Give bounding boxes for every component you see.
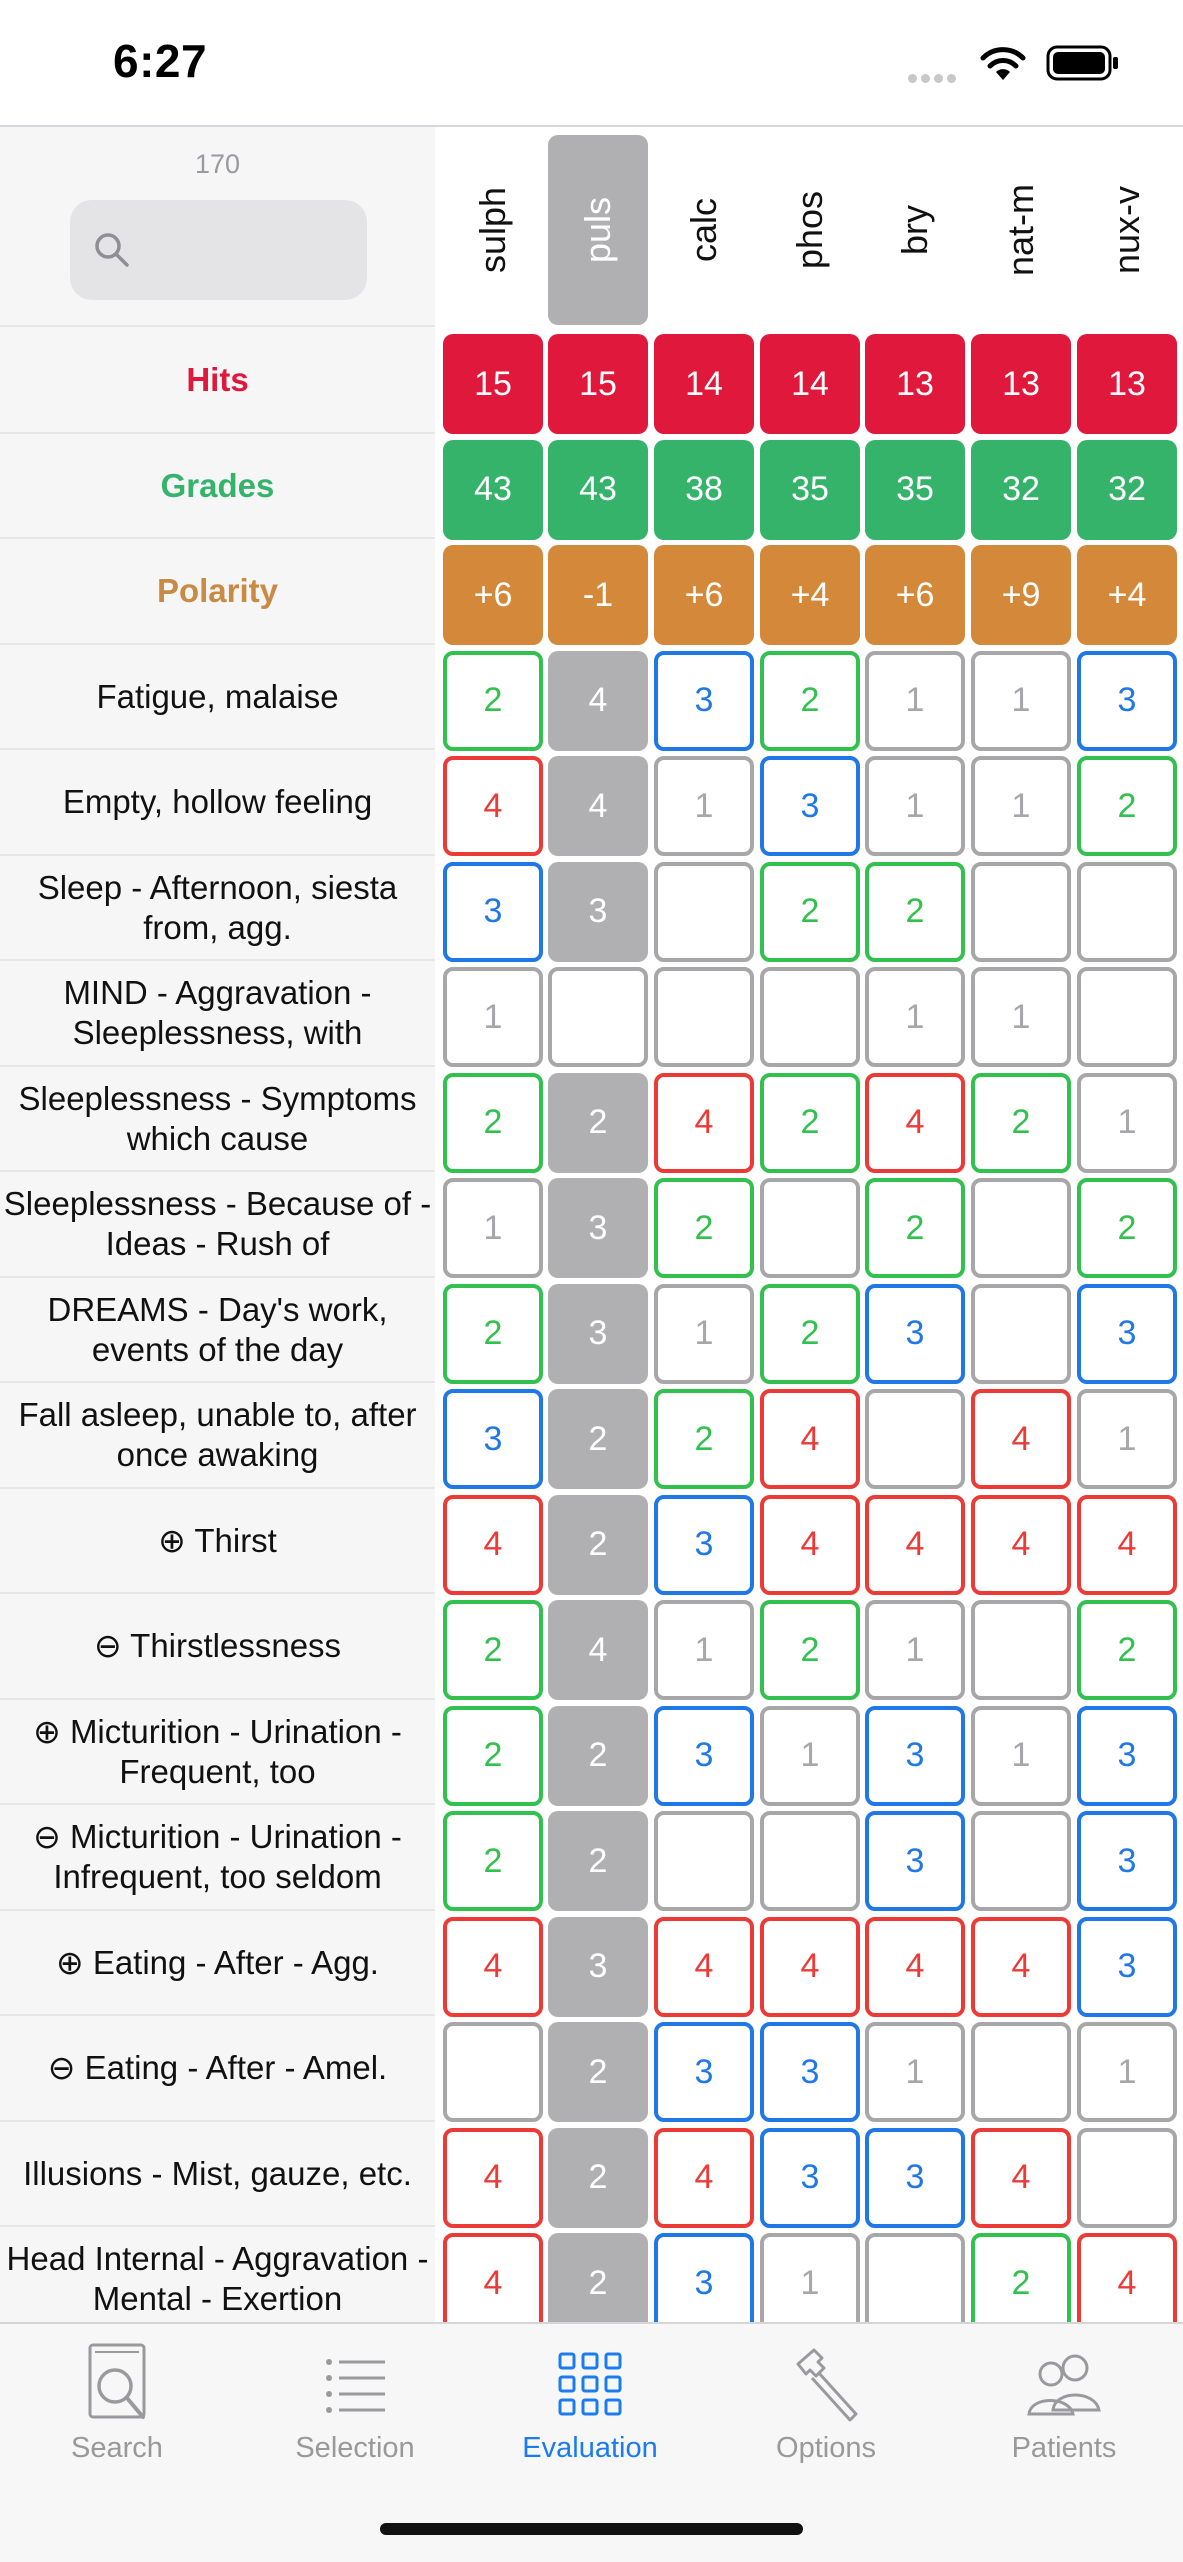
grade-cell[interactable]: 3 xyxy=(654,651,754,751)
summary-cell-hits: 15 xyxy=(443,334,543,434)
grade-cell[interactable]: 2 xyxy=(548,1811,648,1911)
grade-cell[interactable]: 4 xyxy=(1077,2233,1177,2322)
summary-cell-grades: 43 xyxy=(548,440,648,540)
search-icon xyxy=(92,230,132,270)
search-field[interactable] xyxy=(70,200,367,300)
column-header-label: bry xyxy=(893,204,935,256)
grade-cell[interactable]: 1 xyxy=(971,756,1071,856)
summary-cell-polarity: +6 xyxy=(654,545,754,645)
evaluation-grid[interactable] xyxy=(0,127,1183,2322)
grade-cell[interactable] xyxy=(971,1284,1071,1384)
summary-cell-polarity: +9 xyxy=(971,545,1071,645)
home-indicator xyxy=(380,2523,803,2535)
grade-cell[interactable]: 2 xyxy=(443,1706,543,1806)
grade-cell[interactable] xyxy=(654,1811,754,1911)
grade-cell[interactable] xyxy=(865,1389,965,1489)
grade-cell[interactable]: 3 xyxy=(760,756,860,856)
grade-cell[interactable]: 3 xyxy=(443,862,543,962)
grade-cell[interactable]: 4 xyxy=(1077,1495,1177,1595)
row-label[interactable]: ⊖ Thirstlessness xyxy=(2,1595,433,1698)
grade-cell[interactable]: 3 xyxy=(1077,1811,1177,1911)
row-label[interactable]: ⊖ Eating - After - Amel. xyxy=(2,2017,433,2120)
row-label[interactable]: Empty, hollow feeling xyxy=(2,751,433,854)
grade-cell[interactable]: 3 xyxy=(443,1389,543,1489)
summary-cell-hits: 13 xyxy=(1077,334,1177,434)
grade-cell[interactable]: 1 xyxy=(865,651,965,751)
grade-cell[interactable] xyxy=(971,2022,1071,2122)
summary-cell-hits: 13 xyxy=(865,334,965,434)
status-time: 6:27 xyxy=(113,35,208,87)
grade-cell[interactable]: 4 xyxy=(971,2128,1071,2228)
grade-cell[interactable] xyxy=(443,2022,543,2122)
grade-cell[interactable]: 2 xyxy=(443,651,543,751)
grade-cell[interactable]: 2 xyxy=(760,1600,860,1700)
grade-cell[interactable]: 2 xyxy=(654,1389,754,1489)
grade-cell[interactable] xyxy=(971,1811,1071,1911)
grade-cell[interactable]: 3 xyxy=(654,2022,754,2122)
grade-cell[interactable]: 4 xyxy=(654,1073,754,1173)
grade-cell[interactable]: 3 xyxy=(1077,1706,1177,1806)
grade-cell[interactable] xyxy=(971,1600,1071,1700)
grade-cell[interactable]: 3 xyxy=(1077,1917,1177,2017)
people-icon xyxy=(1019,2342,1109,2424)
grade-cell[interactable]: 3 xyxy=(654,1495,754,1595)
column-header-label: nux-v xyxy=(1106,185,1147,275)
row-divider xyxy=(0,1381,435,1383)
row-label[interactable]: Polarity xyxy=(2,540,433,643)
column-header-label: phos xyxy=(788,190,830,270)
grade-cell[interactable]: 3 xyxy=(865,1284,965,1384)
grade-cell[interactable]: 3 xyxy=(548,862,648,962)
grade-cell[interactable]: 4 xyxy=(971,1495,1071,1595)
row-divider xyxy=(0,854,435,856)
tab-patients[interactable] xyxy=(964,2342,1164,2492)
grade-cell[interactable]: 4 xyxy=(971,1917,1071,2017)
column-header-calc[interactable] xyxy=(654,135,754,325)
row-divider xyxy=(0,432,435,434)
search-icon xyxy=(79,2342,155,2424)
row-label-column xyxy=(0,127,435,2322)
signal-dots-icon xyxy=(908,70,960,88)
grade-cell[interactable]: 2 xyxy=(971,1073,1071,1173)
row-divider xyxy=(0,959,435,961)
row-label[interactable]: Head Internal - Aggravation - Mental - Exertion xyxy=(2,2228,433,2322)
grade-cell[interactable] xyxy=(760,1811,860,1911)
grade-cell[interactable]: 1 xyxy=(654,756,754,856)
summary-cell-polarity: +4 xyxy=(760,545,860,645)
grade-cell[interactable]: 3 xyxy=(548,1178,648,1278)
row-divider xyxy=(0,1803,435,1805)
grade-cell[interactable]: 1 xyxy=(865,967,965,1067)
grade-cell[interactable]: 4 xyxy=(760,1389,860,1489)
grade-cell[interactable]: 3 xyxy=(1077,1284,1177,1384)
grade-cell[interactable]: 4 xyxy=(443,756,543,856)
grade-cell[interactable]: 1 xyxy=(1077,1073,1177,1173)
grade-cell[interactable]: 1 xyxy=(971,1706,1071,1806)
column-header-nux-v[interactable] xyxy=(1077,135,1177,325)
column-header-label: nat-m xyxy=(1000,183,1041,277)
grade-cell[interactable]: 2 xyxy=(548,2128,648,2228)
grade-cell[interactable] xyxy=(548,967,648,1067)
summary-cell-polarity: +6 xyxy=(443,545,543,645)
grade-cell[interactable] xyxy=(971,1178,1071,1278)
summary-cell-grades: 38 xyxy=(654,440,754,540)
grade-cell[interactable]: 1 xyxy=(1077,1389,1177,1489)
grade-cell[interactable]: 2 xyxy=(548,1073,648,1173)
grade-cell[interactable]: 2 xyxy=(548,1389,648,1489)
grade-cell[interactable]: 3 xyxy=(654,2233,754,2322)
summary-cell-grades: 32 xyxy=(971,440,1071,540)
summary-cell-hits: 14 xyxy=(654,334,754,434)
result-count: 170 xyxy=(194,149,241,179)
hammer-icon xyxy=(788,2342,864,2424)
row-divider xyxy=(0,1698,435,1700)
grade-cell[interactable]: 4 xyxy=(443,2233,543,2322)
battery-icon xyxy=(1046,45,1120,81)
row-label[interactable]: DREAMS - Day's work, events of the day xyxy=(2,1279,433,1382)
row-divider xyxy=(0,2120,435,2122)
row-divider xyxy=(0,748,435,750)
tab-label: Patients xyxy=(1011,2432,1117,2464)
grade-cell[interactable]: 1 xyxy=(1077,2022,1177,2122)
list-icon xyxy=(317,2342,393,2424)
column-header-sulph[interactable] xyxy=(443,135,543,325)
grade-cell[interactable]: 1 xyxy=(443,967,543,1067)
grade-cell[interactable]: 3 xyxy=(865,1811,965,1911)
grade-cell[interactable] xyxy=(1077,2128,1177,2228)
summary-cell-grades: 32 xyxy=(1077,440,1177,540)
wifi-icon xyxy=(978,44,1028,82)
grade-cell[interactable]: 2 xyxy=(865,1178,965,1278)
grade-cell[interactable]: 1 xyxy=(971,651,1071,751)
row-divider xyxy=(0,1487,435,1489)
grade-cell[interactable]: 3 xyxy=(548,1917,648,2017)
grade-cell[interactable]: 1 xyxy=(654,1600,754,1700)
row-label[interactable]: ⊕ Micturition - Urination - Frequent, too xyxy=(2,1701,433,1804)
row-label[interactable]: Grades xyxy=(2,435,433,538)
grade-cell[interactable] xyxy=(1077,967,1177,1067)
tab-evaluation[interactable] xyxy=(490,2342,690,2492)
grade-cell[interactable]: 2 xyxy=(443,1284,543,1384)
row-label[interactable]: Hits xyxy=(2,329,433,432)
grade-cell[interactable]: 3 xyxy=(865,1706,965,1806)
row-divider xyxy=(0,1909,435,1911)
row-label[interactable]: ⊕ Thirst xyxy=(2,1490,433,1593)
grade-cell[interactable]: 1 xyxy=(443,1178,543,1278)
row-label[interactable]: Sleep - Afternoon, siesta from, agg. xyxy=(2,857,433,960)
column-header-label: sulph xyxy=(472,186,513,274)
grade-cell[interactable] xyxy=(760,967,860,1067)
row-label[interactable]: Illusions - Mist, gauze, etc. xyxy=(2,2123,433,2226)
tab-label: Search xyxy=(71,2432,163,2464)
grade-cell[interactable]: 4 xyxy=(865,1495,965,1595)
row-label[interactable]: MIND - Aggravation - Sleeplessness, with xyxy=(2,962,433,1065)
grade-cell[interactable]: 2 xyxy=(1077,756,1177,856)
column-header-puls[interactable] xyxy=(548,135,648,325)
grade-cell[interactable]: 3 xyxy=(1077,651,1177,751)
row-divider xyxy=(0,1276,435,1278)
grade-cell[interactable]: 2 xyxy=(443,1073,543,1173)
grade-cell[interactable]: 1 xyxy=(865,2022,965,2122)
row-divider xyxy=(0,537,435,539)
tab-options[interactable] xyxy=(726,2342,926,2492)
grade-cell[interactable]: 4 xyxy=(548,651,648,751)
row-label[interactable]: Sleeplessness - Because of - Ideas - Rush of xyxy=(2,1173,433,1276)
grade-cell[interactable]: 2 xyxy=(548,1495,648,1595)
tab-search[interactable] xyxy=(17,2342,217,2492)
summary-cell-hits: 15 xyxy=(548,334,648,434)
grade-cell[interactable]: 4 xyxy=(548,1600,648,1700)
grade-cell[interactable]: 2 xyxy=(865,862,965,962)
grade-cell[interactable]: 4 xyxy=(443,1495,543,1595)
grade-cell[interactable]: 3 xyxy=(654,1706,754,1806)
row-divider xyxy=(0,1170,435,1172)
grade-cell[interactable]: 1 xyxy=(654,1284,754,1384)
summary-cell-grades: 43 xyxy=(443,440,543,540)
tab-label: Options xyxy=(776,2432,876,2464)
grade-cell[interactable]: 1 xyxy=(865,1600,965,1700)
grade-cell[interactable]: 2 xyxy=(548,2233,648,2322)
grade-cell[interactable] xyxy=(654,967,754,1067)
grid-icon xyxy=(552,2342,628,2424)
grade-cell[interactable] xyxy=(760,1178,860,1278)
row-divider xyxy=(0,325,435,327)
grade-cell[interactable]: 4 xyxy=(654,2128,754,2228)
row-label[interactable]: Sleeplessness - Symptoms which cause xyxy=(2,1068,433,1171)
grade-cell[interactable]: 2 xyxy=(1077,1178,1177,1278)
grade-cell[interactable]: 4 xyxy=(443,1917,543,2017)
grade-cell[interactable]: 4 xyxy=(760,1495,860,1595)
grade-cell[interactable]: 3 xyxy=(760,2128,860,2228)
grade-cell[interactable]: 2 xyxy=(443,1811,543,1911)
grade-cell[interactable]: 4 xyxy=(865,1917,965,2017)
grade-cell[interactable]: 2 xyxy=(760,862,860,962)
column-header-phos[interactable] xyxy=(760,135,860,325)
grade-cell[interactable] xyxy=(654,862,754,962)
summary-cell-polarity: +4 xyxy=(1077,545,1177,645)
grade-cell[interactable] xyxy=(1077,862,1177,962)
row-divider xyxy=(0,2014,435,2016)
summary-cell-polarity: -1 xyxy=(548,545,648,645)
grade-cell[interactable]: 4 xyxy=(760,1917,860,2017)
column-header-nat-m[interactable] xyxy=(971,135,1071,325)
summary-cell-hits: 13 xyxy=(971,334,1071,434)
grade-cell[interactable]: 2 xyxy=(760,651,860,751)
row-divider xyxy=(0,2225,435,2227)
summary-cell-grades: 35 xyxy=(760,440,860,540)
row-divider xyxy=(0,1065,435,1067)
grade-cell[interactable]: 3 xyxy=(865,2128,965,2228)
tab-label: Evaluation xyxy=(522,2432,658,2464)
row-divider xyxy=(0,1592,435,1594)
summary-cell-polarity: +6 xyxy=(865,545,965,645)
grade-cell[interactable]: 2 xyxy=(971,2233,1071,2322)
grade-cell[interactable]: 3 xyxy=(760,2022,860,2122)
tab-selection[interactable] xyxy=(255,2342,455,2492)
row-label[interactable]: ⊕ Eating - After - Agg. xyxy=(2,1912,433,2015)
grade-cell[interactable]: 4 xyxy=(865,1073,965,1173)
grade-cell[interactable]: 4 xyxy=(654,1917,754,2017)
grade-cell[interactable]: 2 xyxy=(654,1178,754,1278)
grade-cell[interactable]: 2 xyxy=(1077,1600,1177,1700)
grade-cell[interactable]: 1 xyxy=(760,2233,860,2322)
row-divider xyxy=(0,643,435,645)
summary-cell-hits: 14 xyxy=(760,334,860,434)
row-label[interactable]: Fatigue, malaise xyxy=(2,646,433,749)
row-label[interactable]: Fall asleep, unable to, after once awaking xyxy=(2,1384,433,1487)
column-header-label: calc xyxy=(683,197,724,263)
grade-cell[interactable]: 2 xyxy=(760,1284,860,1384)
row-label[interactable]: ⊖ Micturition - Urination - Infrequent, too seldom xyxy=(2,1806,433,1909)
column-header-label: puls xyxy=(576,196,618,264)
grade-cell[interactable]: 2 xyxy=(760,1073,860,1173)
grade-cell[interactable]: 2 xyxy=(443,1600,543,1700)
column-header-bry[interactable] xyxy=(865,135,965,325)
grade-cell[interactable]: 3 xyxy=(548,1284,648,1384)
grade-cell[interactable]: 4 xyxy=(971,1389,1071,1489)
grade-cell[interactable]: 2 xyxy=(548,1706,648,1806)
grade-cell[interactable]: 1 xyxy=(760,1706,860,1806)
grade-cell[interactable]: 4 xyxy=(548,756,648,856)
grade-cell[interactable]: 1 xyxy=(971,967,1071,1067)
status-bar xyxy=(0,0,1183,125)
tab-label: Selection xyxy=(295,2432,415,2464)
grade-cell[interactable] xyxy=(971,862,1071,962)
grade-cell[interactable]: 1 xyxy=(865,756,965,856)
grade-cell[interactable] xyxy=(865,2233,965,2322)
grade-cell[interactable]: 4 xyxy=(443,2128,543,2228)
summary-cell-grades: 35 xyxy=(865,440,965,540)
grade-cell[interactable]: 2 xyxy=(548,2022,648,2122)
